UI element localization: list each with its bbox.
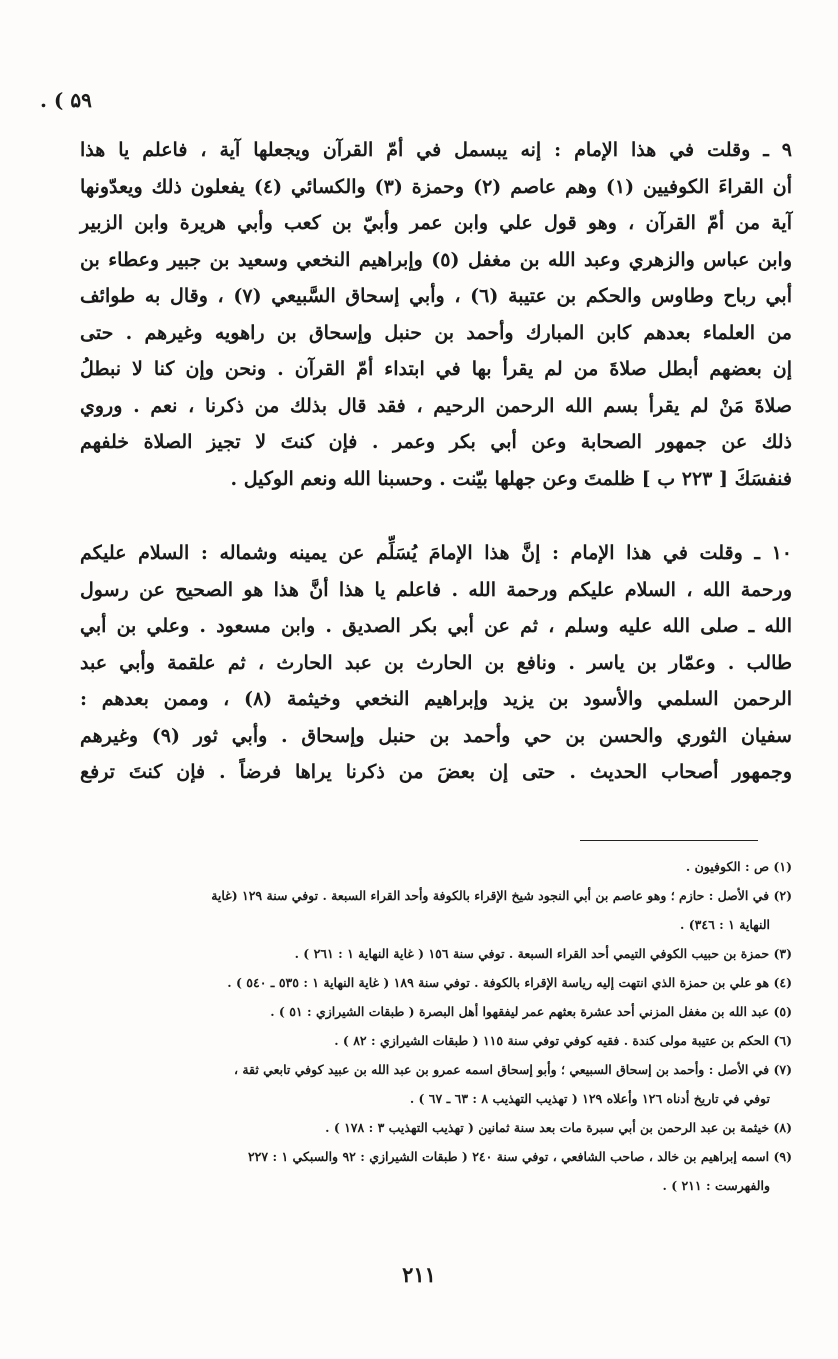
footnote-line: (٨) خيثمة بن عبد الرحمن بن أبي سبرة مات بعد سنة ثمانين ( تهذيب التهذيب ٣ : ١٧٨ ) .: [325, 1120, 792, 1135]
paragraph-9: [80, 132, 792, 497]
footnote-line: (٣) حمزة بن حبيب الكوفي التيمي أحد القراء السبعة . توفي سنة ١٥٦ ( غاية النهاية ١ : ٢٦١ ) .: [294, 946, 792, 961]
footnote: [80, 968, 792, 997]
paragraph-10: [80, 535, 792, 791]
footnote-line: النهاية ١ : ٣٤٦) .: [680, 917, 770, 932]
body-text-line: إن بعضهم أبطل صلاةَ من لم يقرأ بها في ابتداء أمّ القرآن . ونحن وإن كنا لا نبطلُ: [80, 358, 792, 380]
body-text-line: آية من أمّ القرآن ، وهو قول علي وابن عمر وأبيّ بن كعب وأبي هريرة وابن الزبير: [80, 212, 792, 234]
footnotes: [80, 852, 792, 1200]
footnote-line: (٢) في الأصل : حازم ؛ وهو عاصم بن أبي النجود شيخ الإقراء بالكوفة وأحد القراء السبعة . توفي سنة ١٢٩ (غاية: [211, 888, 792, 903]
footnote-line: (٩) اسمه إبراهيم بن خالد ، صاحب الشافعي ، توفي سنة ٢٤٠ ( طبقات الشيرازي : ٩٢ والسبكي ١ : ٢٢٧: [247, 1149, 792, 1164]
body-text-line: ورحمة الله ، السلام عليكم ورحمة الله . فاعلم يا هذا أنَّ هذا هو الصحيح عن رسول: [80, 578, 792, 601]
body-text-line: وابن عباس والزهري وعبد الله بن مغفل (٥) وإبراهيم النخعي وسعيد بن جبير وعطاء بن: [80, 248, 792, 271]
body-text-line: من العلماء بعدهم كابن المبارك وأحمد بن حنبل وإسحاق بن راهويه وغيرهم . حتى: [80, 321, 792, 344]
body-text-line: ٩ ـ وقلت في هذا الإمام : إنه يبسمل في أمّ القرآن ويجعلها آية ، فاعلم يا هذا: [80, 139, 792, 161]
footnote: [80, 939, 792, 968]
footnote-line: والفهرست : ٢١١ ) .: [662, 1178, 770, 1193]
section-marker: ۵۹ ) .: [40, 88, 92, 112]
footnote-line: توفي في تاريخ أدناه ١٢٦ وأعلاه ١٢٩ ( تهذيب التهذيب ٨ : ٦٣ ـ ٦٧ ) .: [409, 1091, 770, 1106]
footnote-line: (٦) الحكم بن عتيبة مولى كندة . فقيه كوفي توفي سنة ١١٥ ( طبقات الشيرازي : ٨٢ ) .: [334, 1033, 792, 1048]
footnote-line: (١) ص : الكوفيون .: [685, 859, 792, 874]
footnote: [80, 1142, 792, 1200]
footnote-separator: [580, 840, 758, 841]
body-text-line: صلاةَ مَنْ لم يقرأ بسم الله الرحمن الرحيم ، فقد قال بذلك من ذكرنا ، نعم . وروي: [80, 394, 792, 417]
footnote: [80, 1055, 792, 1113]
body-text-line: ذلك عن جمهور الصحابة وعن أبي بكر وعمر . فإن كنتَ لا تجيز الصلاة خلفهم: [80, 431, 792, 453]
body-text-line: الله ـ صلى الله عليه وسلم ، ثم عن أبي بكر الصديق . وابن مسعود . وعلي بن أبي: [80, 615, 792, 637]
footnote: [80, 881, 792, 939]
body-text-line: طالب . وعمّار بن ياسر . ونافع بن الحارث بن عبد الحارث ، ثم علقمة وأبي عبد: [80, 651, 792, 674]
body-text-line: أن القراءَ الكوفيين (١) وهم عاصم (٢) وحمزة (٣) والكسائي (٤) يفعلون ذلك ويعدّونها: [80, 175, 792, 198]
footnote-line: (٥) عبد الله بن مغفل المزني أحد عشرة بعثهم عمر ليفقهوا أهل البصرة ( طبقات الشيرازي : ٥١ ) .: [270, 1004, 792, 1019]
footnote: [80, 1113, 792, 1142]
page-number: ٢١١: [402, 1262, 436, 1287]
body-text-line: فنفسَكَ [ ٢٢٣ ب ] ظلمتَ وعن جهلها بيّنت . وحسبنا الله ونعم الوكيل .: [230, 467, 792, 490]
footnote-line: (٧) في الأصل : وأحمد بن إسحاق السبيعي ؛ وأبو إسحاق اسمه عمرو بن عبد الله بن عبيد كوفي تابعي ثقة ،: [233, 1062, 792, 1077]
footnote: [80, 852, 792, 881]
body-text-line: الرحمن السلمي والأسود بن يزيد وإبراهيم النخعي وخيثمة (٨) ، وممن بعدهم :: [80, 688, 792, 710]
body-text-line: أبي رباح وطاوس والحكم بن عتيبة (٦) ، وأبي إسحاق السَّبيعي (٧) ، وقال به طوائف: [80, 285, 792, 307]
body-text-line: سفيان الثوري والحسن بن حي وأحمد بن حنبل وإسحاق . وأبي ثور (٩) وغيرهم: [80, 724, 792, 747]
body-text-line: ١٠ ـ وقلت في هذا الإمام : إنَّ هذا الإمامَ يُسَلِّم عن يمينه وشماله : السلام عليكم: [80, 542, 792, 564]
footnote: [80, 1026, 792, 1055]
footnote-line: (٤) هو علي بن حمزة الذي انتهت إليه رياسة الإقراء بالكوفة . توفي سنة ١٨٩ ( غاية النهاية ١ : ٥٣٥ ـ ٥٤٠ ) .: [227, 975, 792, 990]
footnote: [80, 997, 792, 1026]
body-text-line: وجمهور أصحاب الحديث . حتى إن بعضَ من ذكرنا يراها فرضاً . فإن كنتَ ترفع: [80, 761, 792, 783]
